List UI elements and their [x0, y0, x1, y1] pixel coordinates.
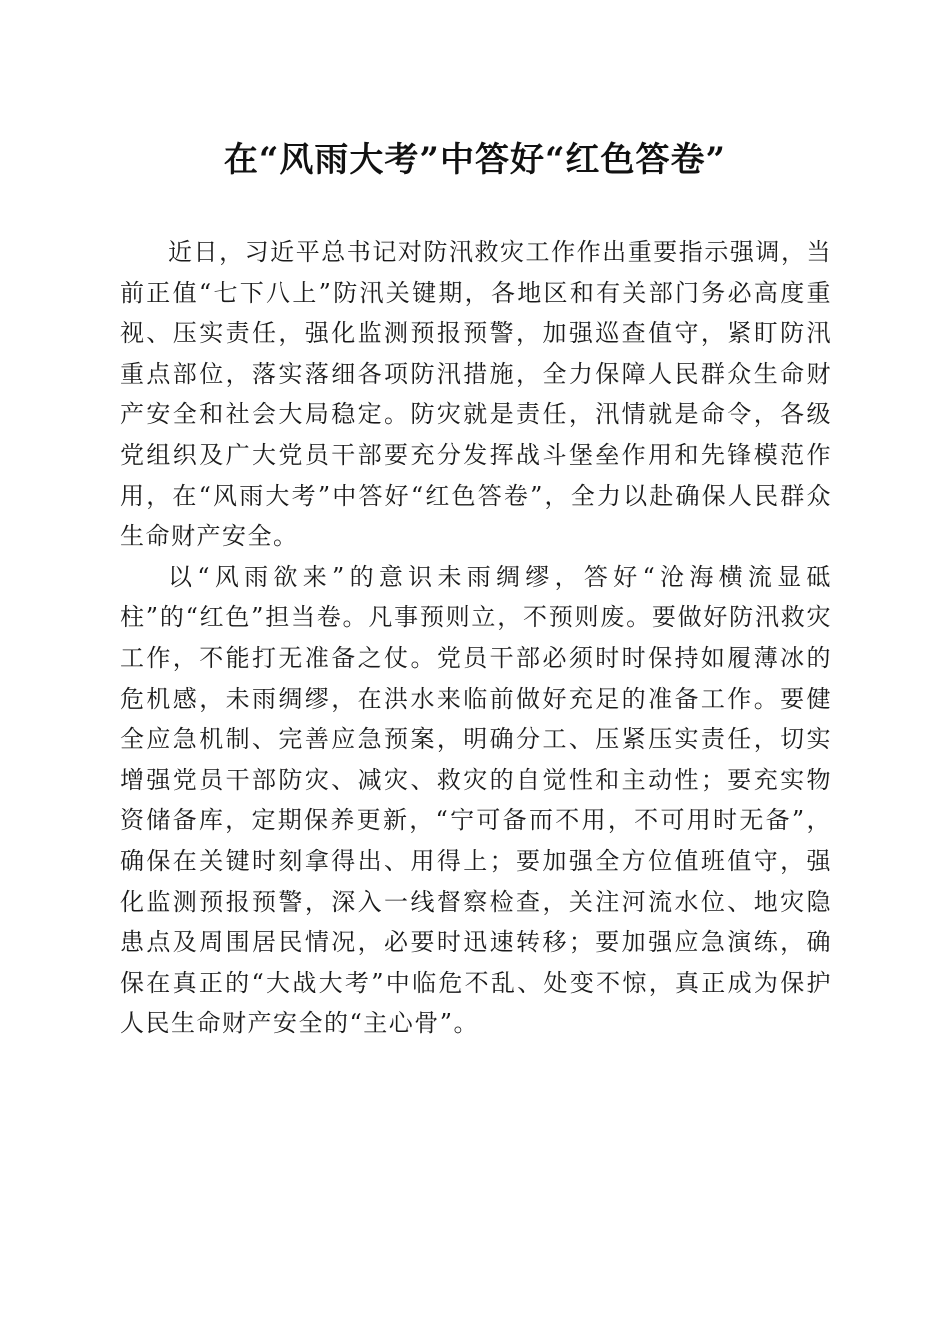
document-title: 在“风雨大考”中答好“红色答卷”	[223, 140, 727, 180]
paragraph-2: 以“风雨欲来”的意识未雨绸缪，答好“沧海横流显砥柱”的“红色”担当卷。凡事预则立，不预则废。要做好防汛救灾工作，不能打无准备之仗。党员干部必须时时保持如履薄冰的危机感，未雨绸缪，在洪水来临前做好充足的准备工作。要健全应急机制、完善应急预案，明确分工、压紧压实责任，切实增强党员干部防灾、减灾、救灾的自觉性和主动性；要充实物资储备库，定期保养更新，“宁可备而不用，不可用时无备”，确保在关键时刻拿得出、用得上；要加强全方位值班值守，强化监测预报预警，深入一线督察检查，关注河流水位、地灾隐患点及周围居民情况，必要时迅速转移；要加强应急演练，确保在真正的“大战大考”中临危不乱、处变不惊，真正成为保护人民生命财产安全的“主心骨”。	[120, 562, 832, 1038]
paragraph-1: 近日，习近平总书记对防汛救灾工作作出重要指示强调，当前正值“七下八上”防汛关键期，各地区和有关部门务必高度重视、压实责任，强化监测预报预警，加强巡查值守，紧盯防汛重点部位，落实落细各项防汛措施，全力保障人民群众生命财产安全和社会大局稳定。防灾就是责任，汛情就是命令，各级党组织及广大党员干部要充分发挥战斗堡垒作用和先锋模范作用，在“风雨大考”中答好“红色答卷”，全力以赴确保人民群众生命财产安全。	[120, 238, 832, 551]
document-body	[120, 232, 832, 1044]
